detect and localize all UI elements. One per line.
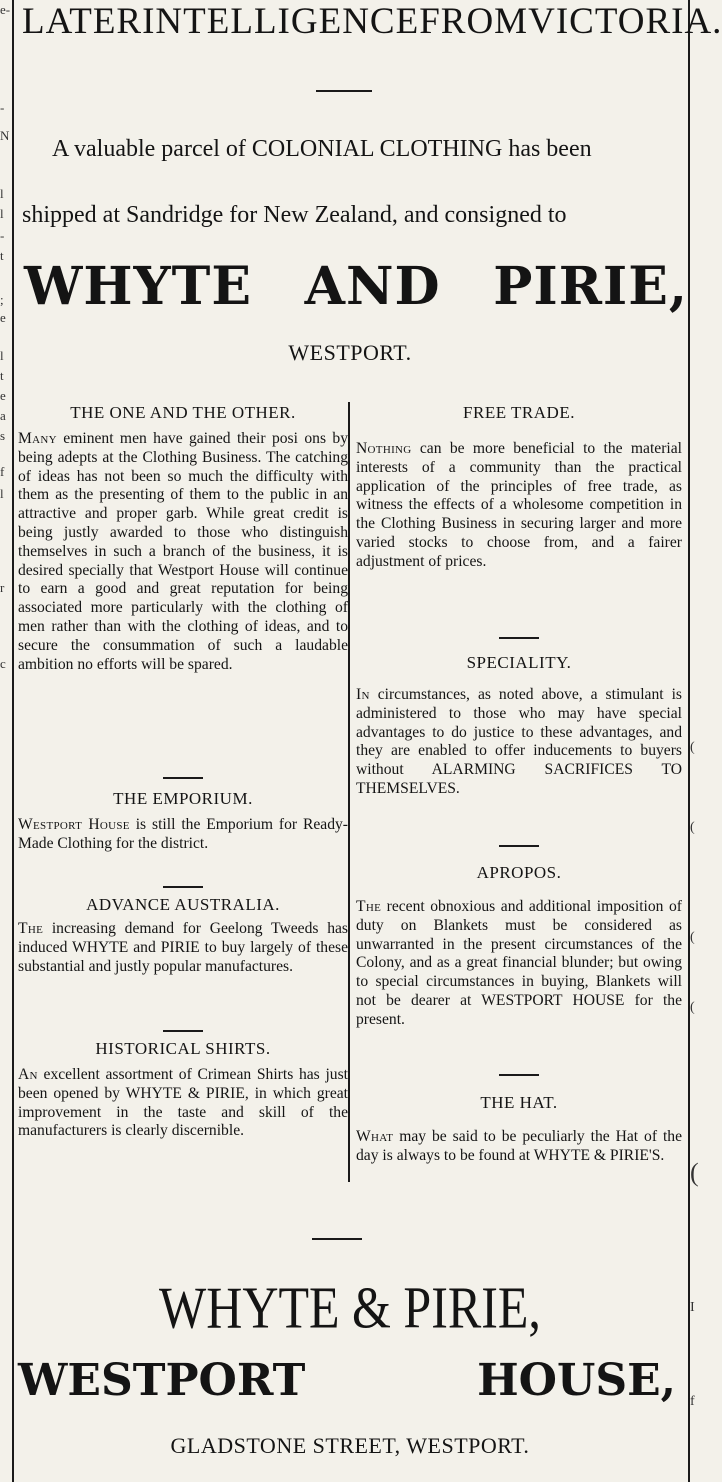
footer-house-word: HOUSE, xyxy=(477,1355,676,1406)
section-lead: Westport House xyxy=(18,816,130,833)
section-title: APROPOS. xyxy=(476,863,562,882)
margin-fragment: - xyxy=(0,228,5,243)
section-title: THE HAT. xyxy=(480,1093,558,1112)
section-title: SPECIALITY. xyxy=(466,653,572,672)
headline-word: VICTORIA. xyxy=(528,1,722,42)
section-lead: Many xyxy=(18,430,57,447)
section-text: eminent men have gained their posi ons by being adepts at the Clothing Business. The catching of ideas has not been so much the difficulty with them as the presenting of them to the public in an attractive and proper garb. While great credit is being justly awarded to those who distinguish themselves in such a branch of the business, it is desired specially that Westport House will continue to earn a good and great reputation for being associated more particularly with the clothing of men rather than with the clothing of ideas, and to secure the consummation of such a laudable ambition no efforts will be spared. xyxy=(18,430,348,673)
margin-fragment: ( xyxy=(690,1000,695,1015)
margin-fragment: ; xyxy=(0,292,4,307)
headline xyxy=(22,1,722,42)
section-text: excellent assortment of Crimean Shirts has just been opened by WHYTE & PIRIE, in which great improvement in the taste and skill of the manufacturers is clearly discernible. xyxy=(18,1066,348,1140)
section-text: circumstances, as noted above, a stimulant is administered to those who may have special advantages to do justice to these advantages, and they are enabled to offer inducements to buyers without ALARMING SACRIFICES TO THEMSELVES. xyxy=(356,686,682,797)
section-divider xyxy=(499,1074,539,1076)
firm-name-word: WHYTE xyxy=(24,256,252,317)
margin-fragment: e- xyxy=(0,2,11,17)
firm-name xyxy=(24,258,688,316)
section-lead: In xyxy=(356,686,370,703)
margin-fragment: f xyxy=(690,1394,695,1409)
section-divider xyxy=(499,845,539,847)
margin-fragment: I xyxy=(690,1300,695,1315)
margin-fragment: ( xyxy=(690,1158,699,1187)
left-margin-fragments xyxy=(0,0,10,1482)
margin-fragment: s xyxy=(0,428,6,443)
margin-fragment: l xyxy=(0,348,4,363)
section-title: ADVANCE AUSTRALIA. xyxy=(86,895,280,914)
firm-name-word: AND xyxy=(304,256,441,317)
section-text: recent obnoxious and additional imposition of duty on Blankets must be considered as unwarranted in the present circumstances of the Colony, and as a great financial blunder; but owing to special circumstances in buying, Blankets will not be dearer at WESTPORT HOUSE for the present. xyxy=(356,898,682,1028)
footer-firm-name: WHYTE & PIRIE, xyxy=(159,1274,541,1341)
margin-fragment: t xyxy=(0,368,4,383)
left-column xyxy=(18,402,348,1182)
section-lead: Nothing xyxy=(356,440,412,457)
section-body xyxy=(356,1128,682,1166)
section-body xyxy=(18,430,348,674)
section-lead: An xyxy=(18,1066,38,1083)
section-body xyxy=(356,898,682,1030)
section-body xyxy=(18,1066,348,1141)
margin-fragment: ( xyxy=(690,930,695,945)
margin-fragment: c xyxy=(0,656,6,671)
section-body xyxy=(18,920,348,976)
divider-rule xyxy=(312,1238,362,1240)
right-column xyxy=(356,402,682,1182)
margin-fragment: N xyxy=(0,128,10,143)
section-lead: What xyxy=(356,1128,394,1145)
section-divider xyxy=(163,777,203,779)
section-text: is still the Emporium for Ready-Made Clothing for the district. xyxy=(18,816,348,852)
section-text: increasing demand for Geelong Tweeds has induced WHYTE and PIRIE to buy largely of these substantial and justly popular manufactures. xyxy=(18,920,348,975)
location-line: WESTPORT. xyxy=(288,340,412,365)
margin-fragment: ( xyxy=(690,820,695,835)
footer-street-address: GLADSTONE STREET, WESTPORT. xyxy=(170,1433,530,1458)
section-lead: The xyxy=(356,898,382,915)
footer-house-name xyxy=(18,1356,676,1406)
column-divider xyxy=(348,402,350,1182)
firm-name-word: PIRIE, xyxy=(493,256,688,317)
section-text: may be said to be peculiarly the Hat of the day is always to be found at WHYTE & PIRIE'S. xyxy=(356,1128,682,1164)
section-title: THE ONE AND THE OTHER. xyxy=(70,403,296,422)
section-divider xyxy=(163,886,203,888)
margin-fragment: f xyxy=(0,464,5,479)
margin-fragment: l xyxy=(0,206,4,221)
headline-word: LATER xyxy=(22,1,143,42)
divider-rule xyxy=(316,90,372,92)
margin-fragment: ( xyxy=(690,740,695,755)
margin-fragment: l xyxy=(0,186,4,201)
margin-fragment: a xyxy=(0,408,6,423)
headline-word: INTELLIGENCE xyxy=(142,1,420,42)
section-body xyxy=(356,440,682,572)
section-title: HISTORICAL SHIRTS. xyxy=(95,1039,271,1058)
intro-line-1: A valuable parcel of COLONIAL CLOTHING has been xyxy=(52,136,592,162)
intro-line-2: shipped at Sandridge for New Zealand, and consigned to xyxy=(22,202,567,228)
margin-fragment: e xyxy=(0,310,6,325)
section-title: THE EMPORIUM. xyxy=(113,789,253,808)
margin-fragment: t xyxy=(0,248,4,263)
section-divider xyxy=(499,637,539,639)
section-lead: The xyxy=(18,920,44,937)
left-border-rule xyxy=(12,0,14,1482)
section-title: FREE TRADE. xyxy=(463,403,575,422)
section-divider xyxy=(163,1030,203,1032)
section-body xyxy=(18,816,348,854)
section-body xyxy=(356,686,682,799)
section-text: can be more beneficial to the material interests of a community than the practical application of the principles of free trade, as witness the effects of a wholesome competition in the Clothing Business in securing larger and more varied stocks to choose from, and a fairer adjustment of prices. xyxy=(356,440,682,570)
headline-word: FROM xyxy=(419,1,529,42)
margin-fragment: - xyxy=(0,100,5,115)
right-border-rule xyxy=(688,0,690,1482)
margin-fragment: e xyxy=(0,388,6,403)
margin-fragment: l xyxy=(0,486,4,501)
footer-house-word: WESTPORT xyxy=(18,1355,306,1406)
margin-fragment: r xyxy=(0,580,5,595)
